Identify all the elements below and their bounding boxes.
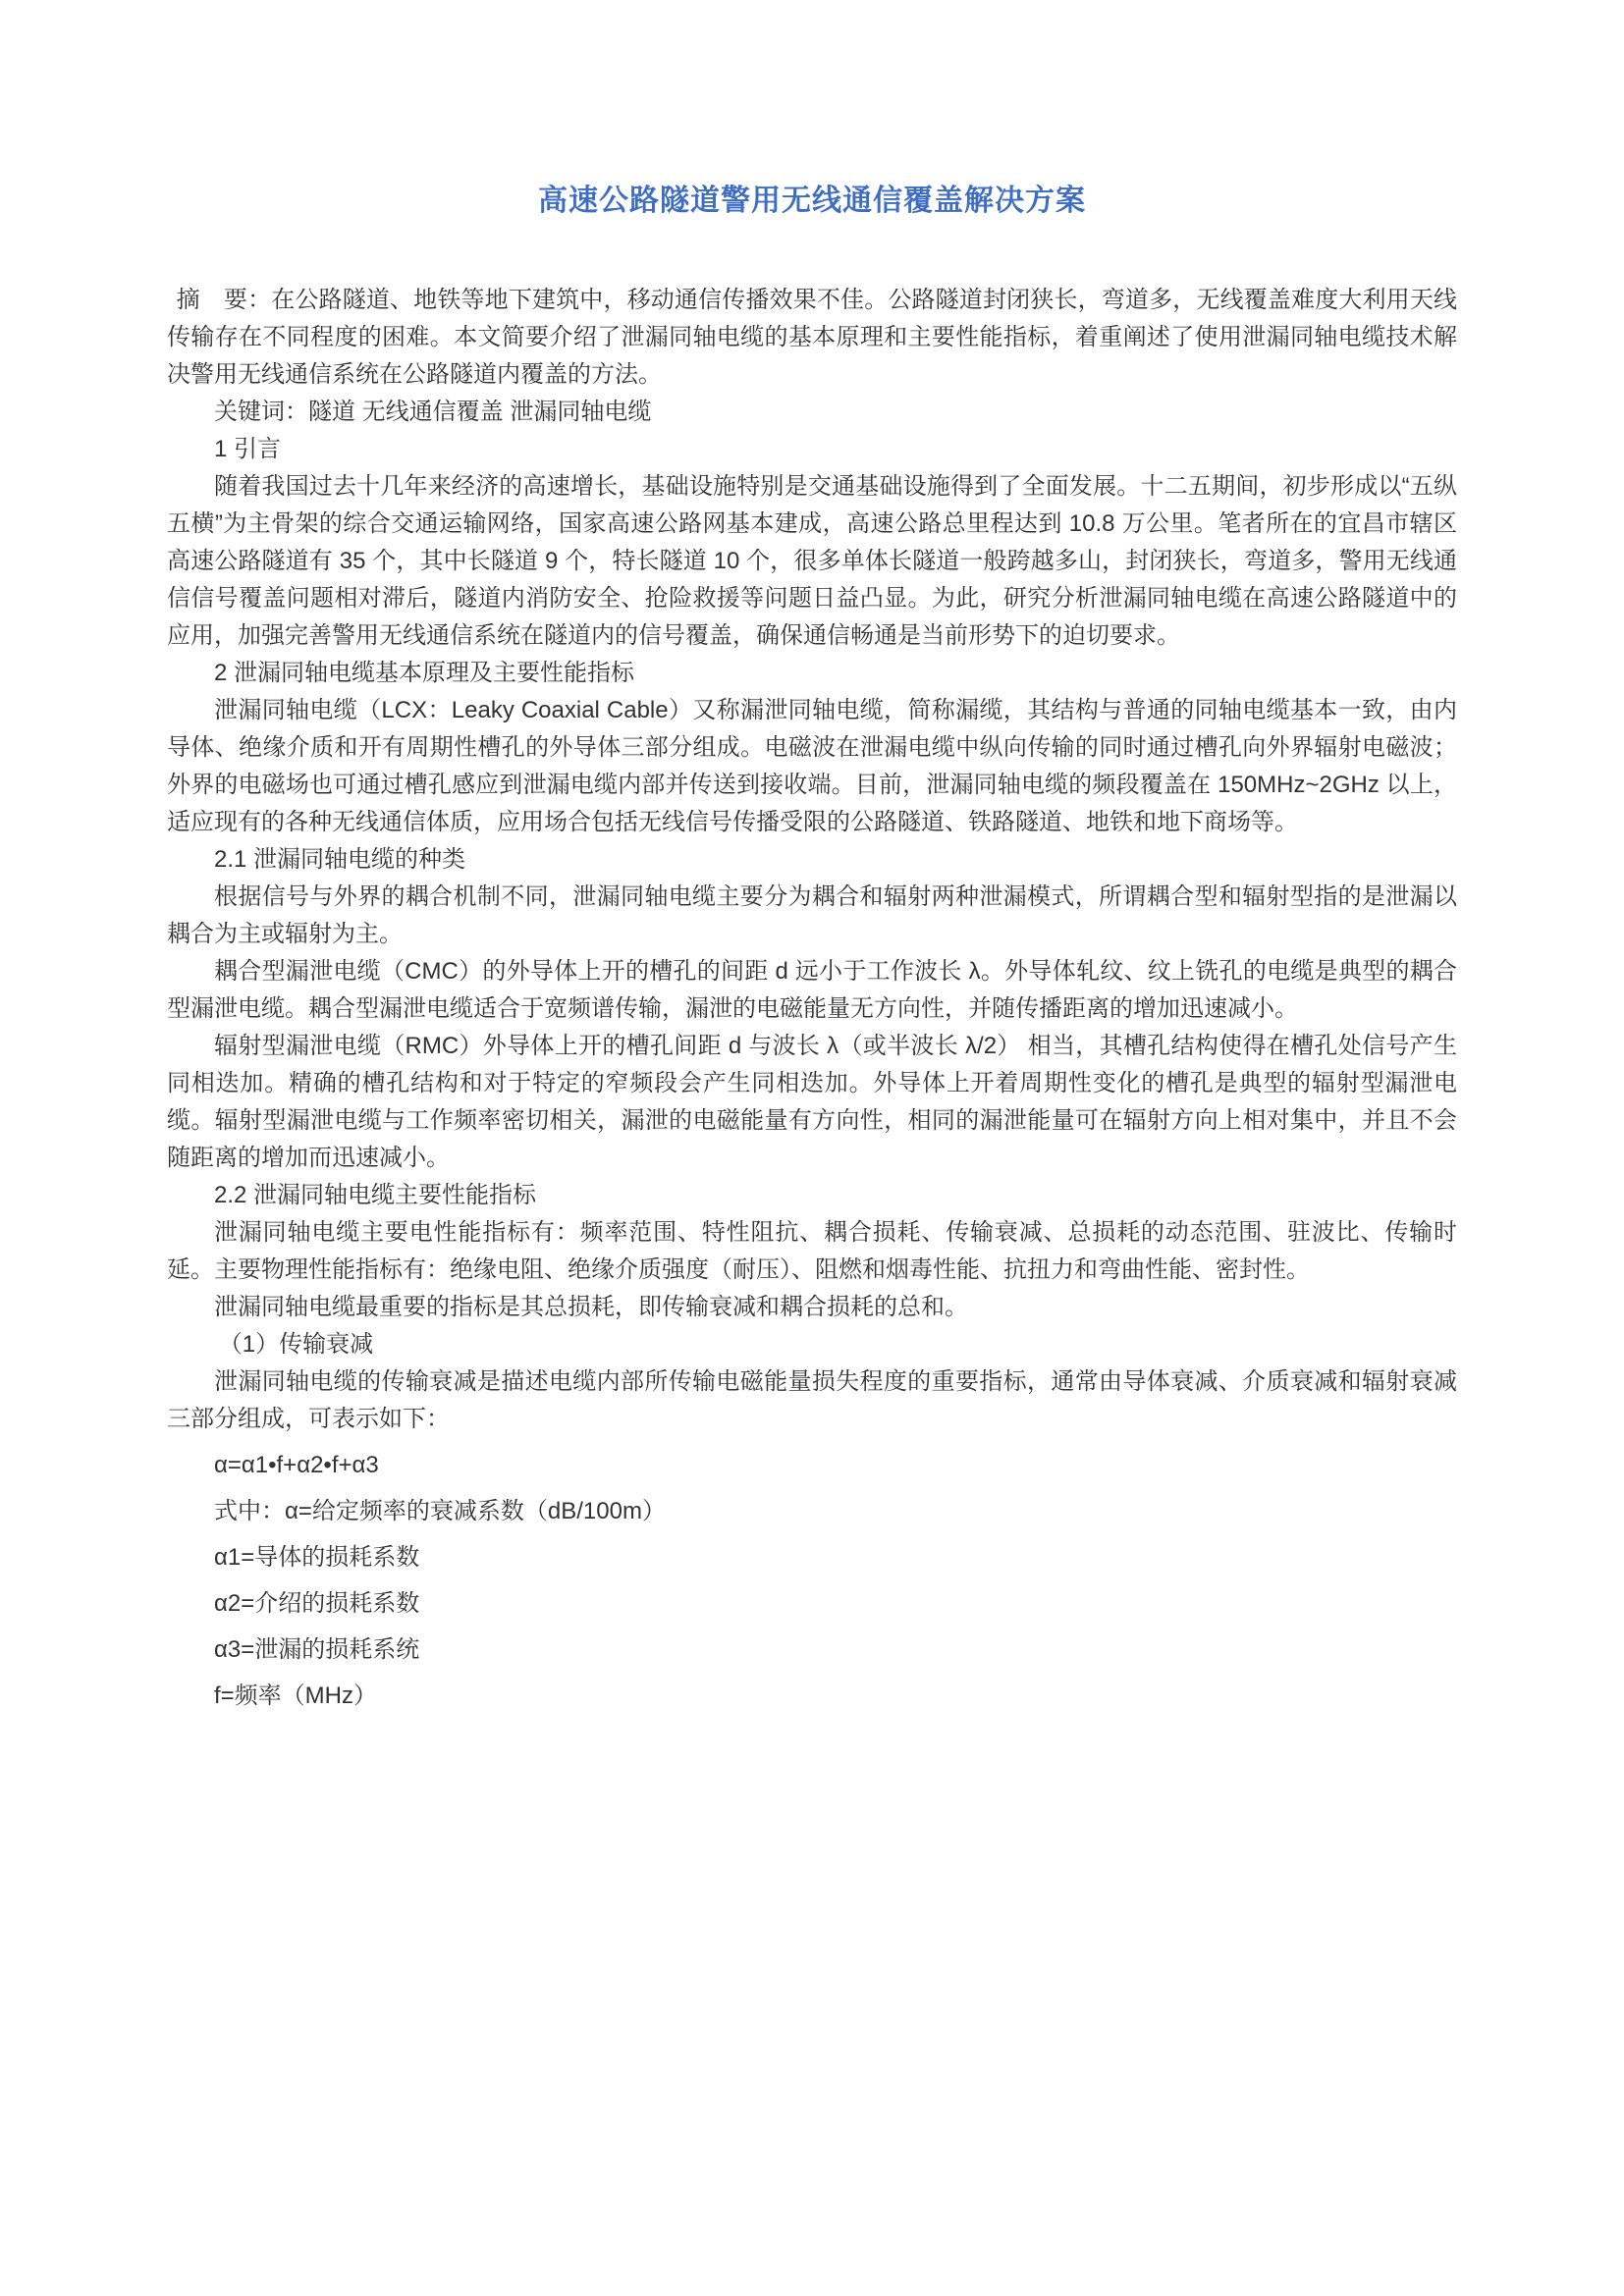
keywords-line: 关键词：隧道 无线通信覆盖 泄漏同轴电缆 [214, 399, 652, 425]
doc-title: 高速公路隧道警用无线通信覆盖解决方案 [538, 185, 1086, 217]
paragraph: 耦合型漏泄电缆（CMC）的外导体上开的槽孔的间距 d 远小于工作波长 λ。外导体轧纹、纹上铣孔的电缆是典型的耦合型漏泄电缆。耦合型漏泄电缆适合于宽频谱传输，漏泄的电磁能量无方向性，并随传播距离的增加迅速减小。 [167, 958, 1457, 1022]
section-heading-2-2: 2.2 泄漏同轴电缆主要性能指标 [214, 1182, 537, 1208]
abstract-paragraph: 摘 要：在公路隧道、地铁等地下建筑中，移动通信传播效果不佳。公路隧道封闭狭长，弯道多，无线覆盖难度大利用天线传输存在不同程度的困难。本文简要介绍了泄漏同轴电缆的基本原理和主要性能指标，着重阐述了使用泄漏同轴电缆技术解决警用无线通信系统在公路隧道内覆盖的方法。 [167, 287, 1457, 388]
list-item-heading: （1）传输衰减 [218, 1331, 374, 1358]
formula-line: α1=导体的损耗系数 [214, 1544, 420, 1571]
paragraph: 泄漏同轴电缆主要电性能指标有：频率范围、特性阻抗、耦合损耗、传输衰减、总损耗的动态范围、驻波比、传输时延。主要物理性能指标有：绝缘电阻、绝缘介质强度（耐压）、阻燃和烟毒性能、抗扭力和弯曲性能、密封性。 [167, 1219, 1457, 1283]
section-heading-1: 1 引言 [214, 436, 282, 462]
section-heading-2-1: 2.1 泄漏同轴电缆的种类 [214, 846, 466, 873]
formula-line: α3=泄漏的损耗系统 [214, 1636, 420, 1663]
paragraph: 根据信号与外界的耦合机制不同，泄漏同轴电缆主要分为耦合和辐射两种泄漏模式，所谓耦合型和辐射型指的是泄漏以耦合为主或辐射为主。 [167, 883, 1457, 947]
paragraph: 泄漏同轴电缆（LCX：Leaky Coaxial Cable）又称漏泄同轴电缆，简称漏缆，其结构与普通的同轴电缆基本一致，由内导体、绝缘介质和开有周期性槽孔的外导体三部分组成。电磁波在泄漏电缆中纵向传输的同时通过槽孔向外界辐射电磁波；外界的电磁场也可通过槽孔感应到泄漏电缆内部并传送到接收端。目前，泄漏同轴电缆的频段覆盖在 150MHz~2GHz 以上，适应现有的各种无线通信体质，应用场合包括无线信号传播受限的公路隧道、铁路隧道、地铁和地下商场等。 [167, 697, 1457, 835]
paragraph: 随着我国过去十几年来经济的高速增长，基础设施特别是交通基础设施得到了全面发展。十二五期间，初步形成以“五纵五横”为主骨架的综合交通运输网络，国家高速公路网基本建成，高速公路总里程达到 10.8 万公里。笔者所在的宜昌市辖区高速公路隧道有 35 个，其中长隧道 9 个，特长隧道 10 个，很多单体长隧道一般跨越多山，封闭狭长，弯道多，警用无线通信信号覆盖问题相对滞后，隧道内消防安全、抢险救援等问题日益凸显。为此，研究分析泄漏同轴电缆在高速公路隧道中的应用，加强完善警用无线通信系统在隧道内的信号覆盖，确保通信畅通是当前形势下的迫切要求。 [167, 473, 1457, 649]
paragraph: 泄漏同轴电缆最重要的指标是其总损耗，即传输衰减和耦合损耗的总和。 [214, 1294, 968, 1320]
section-heading-2: 2 泄漏同轴电缆基本原理及主要性能指标 [214, 660, 635, 686]
paragraph: 泄漏同轴电缆的传输衰减是描述电缆内部所传输电磁能量损失程度的重要指标，通常由导体衰减、介质衰减和辐射衰减三部分组成，可表示如下： [167, 1368, 1457, 1432]
formula-line: f=频率（MHz） [214, 1682, 378, 1709]
formula-line: α2=介绍的损耗系数 [214, 1590, 420, 1617]
paragraph: 辐射型漏泄电缆（RMC）外导体上开的槽孔间距 d 与波长 λ（或半波长 λ/2） 相当，其槽孔结构使得在槽孔处信号产生同相迭加。精确的槽孔结构和对于特定的窄频段会产生同相迭加。外导体上开着周期性变化的槽孔是典型的辐射型漏泄电缆。辐射型漏泄电缆与工作频率密切相关，漏泄的电磁能量有方向性，相同的漏泄能量可在辐射方向上相对集中，并且不会随距离的增加而迅速减小。 [167, 1033, 1457, 1171]
formula-line: 式中：α=给定频率的衰减系数（dB/100m） [214, 1498, 666, 1524]
formula-line: α=α1•f+α2•f+α3 [214, 1452, 379, 1478]
